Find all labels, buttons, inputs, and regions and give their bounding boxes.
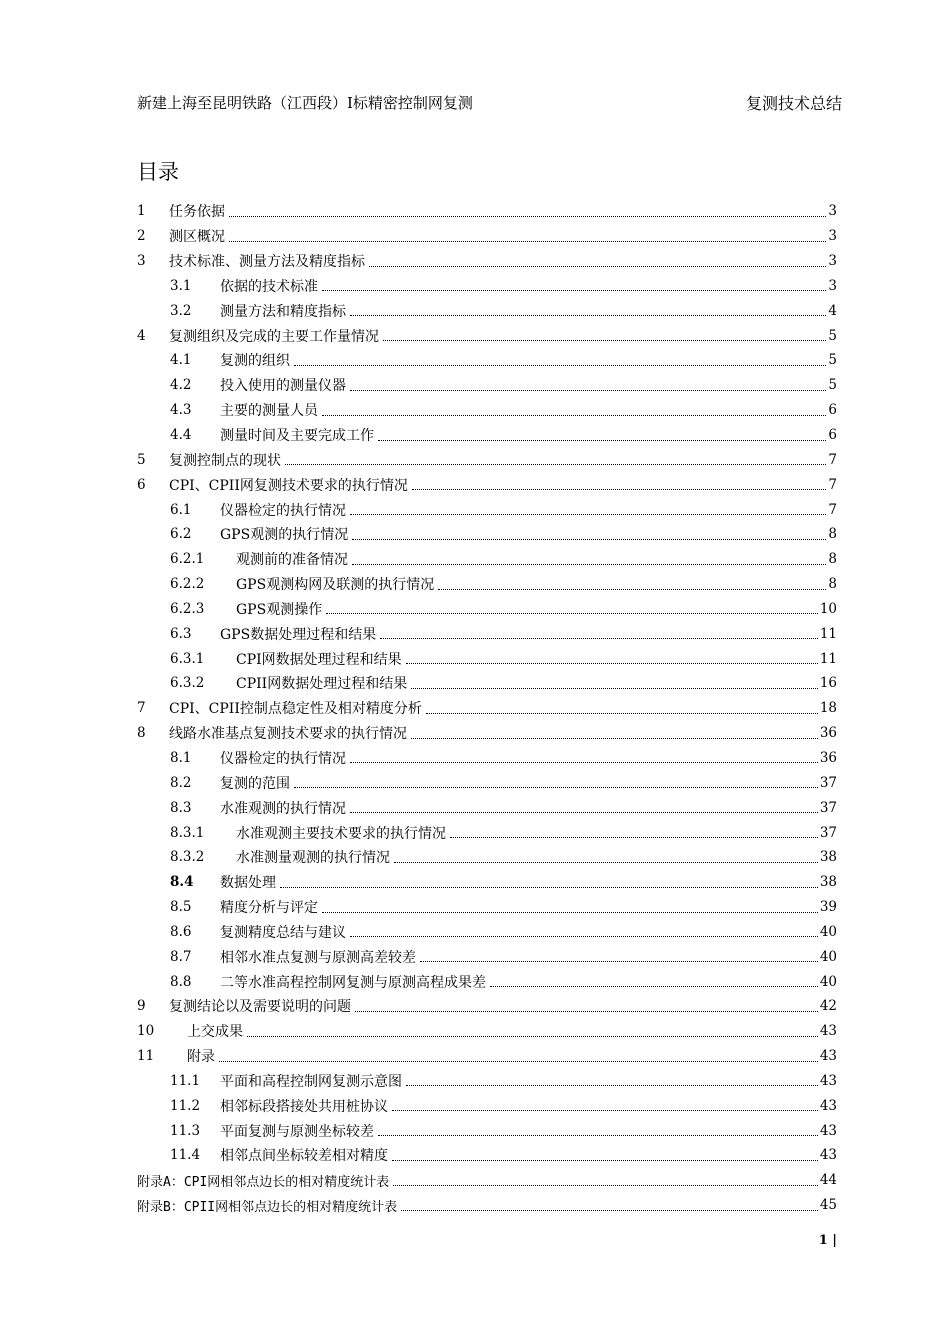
toc-entry-page: 8 bbox=[828, 551, 837, 568]
toc-entry-number: 10 bbox=[137, 1023, 155, 1040]
toc-dot-leader bbox=[350, 811, 818, 813]
toc-entry-page: 7 bbox=[828, 501, 837, 518]
toc-entry-label: 附录B：CPII网相邻点边长的相对精度统计表 bbox=[137, 1199, 398, 1215]
toc-entry-number: 4.3 bbox=[170, 402, 192, 419]
toc-dot-leader bbox=[411, 687, 818, 689]
toc-entry[interactable] bbox=[137, 472, 837, 497]
toc-entry-page: 36 bbox=[819, 749, 837, 766]
toc-entry-number: 6 bbox=[137, 476, 146, 493]
toc-entry-label: 数据处理 bbox=[220, 875, 276, 892]
toc-entry-page: 37 bbox=[819, 824, 837, 841]
toc-entry[interactable] bbox=[137, 199, 837, 224]
toc-dot-leader bbox=[412, 488, 827, 490]
toc-entry-label: 观测前的准备情况 bbox=[236, 552, 348, 569]
toc-entry-page: 7 bbox=[828, 451, 837, 468]
toc-entry[interactable] bbox=[137, 398, 837, 423]
toc-entry[interactable] bbox=[137, 994, 837, 1019]
toc-entry-number: 5 bbox=[137, 451, 146, 468]
toc-entry-label: 水准测量观测的执行情况 bbox=[236, 850, 390, 867]
toc-entry-number: 8.7 bbox=[170, 948, 192, 965]
toc-dot-leader bbox=[350, 314, 826, 316]
toc-entry-number: 4.2 bbox=[170, 377, 192, 394]
toc-dot-leader bbox=[383, 339, 826, 341]
toc-entry-page: 8 bbox=[828, 526, 837, 543]
toc-entry-page: 11 bbox=[819, 625, 837, 642]
toc-dot-leader bbox=[322, 414, 826, 416]
toc-entry-page: 3 bbox=[828, 277, 837, 294]
toc-dot-leader bbox=[352, 538, 826, 540]
page-number: 1 | bbox=[818, 1233, 837, 1248]
toc-entry-label: 附录 bbox=[187, 1049, 215, 1066]
toc-dot-leader bbox=[352, 563, 826, 565]
toc-entry[interactable] bbox=[137, 820, 837, 845]
toc-entry-label: 相邻点间坐标较差相对精度 bbox=[220, 1148, 388, 1165]
toc-entry-number: 6.3 bbox=[170, 625, 192, 642]
toc-entry-number: 6.1 bbox=[170, 501, 192, 518]
toc-entry-number: 8.6 bbox=[170, 923, 192, 940]
toc-dot-leader bbox=[406, 1084, 818, 1086]
toc-entry-number: 8.2 bbox=[170, 774, 192, 791]
toc-entry-page: 6 bbox=[828, 402, 837, 419]
toc-entry[interactable] bbox=[137, 1019, 837, 1044]
toc-entry-number: 6.2.3 bbox=[170, 600, 205, 617]
toc-entry-page: 42 bbox=[819, 998, 837, 1015]
toc-dot-leader bbox=[247, 1035, 818, 1037]
toc-entry[interactable] bbox=[137, 919, 837, 944]
toc-dot-leader bbox=[450, 836, 818, 838]
toc-entry[interactable] bbox=[137, 423, 837, 448]
table-of-contents bbox=[137, 199, 837, 1218]
toc-entry[interactable] bbox=[137, 348, 837, 373]
toc-entry-label: 依据的技术标准 bbox=[220, 278, 318, 295]
toc-entry-page: 40 bbox=[819, 948, 837, 965]
toc-entry-label: 线路水准基点复测技术要求的执行情况 bbox=[169, 726, 407, 743]
toc-entry-number: 1 bbox=[137, 203, 146, 220]
toc-entry-label: 复测的范围 bbox=[220, 775, 290, 792]
toc-entry-page: 5 bbox=[828, 377, 837, 394]
toc-entry[interactable] bbox=[137, 447, 837, 472]
toc-entry-page: 40 bbox=[819, 923, 837, 940]
toc-dot-leader bbox=[294, 786, 818, 788]
toc-entry-number: 3.1 bbox=[170, 277, 192, 294]
toc-entry[interactable] bbox=[137, 1044, 837, 1069]
toc-entry-label: 复测的组织 bbox=[220, 353, 290, 370]
toc-entry-number: 11.4 bbox=[170, 1147, 201, 1164]
toc-entry-label: 主要的测量人员 bbox=[220, 403, 318, 420]
toc-entry[interactable] bbox=[137, 547, 837, 572]
toc-entry-number: 11 bbox=[137, 1048, 155, 1065]
toc-entry[interactable] bbox=[137, 274, 837, 299]
toc-dot-leader bbox=[378, 439, 826, 441]
toc-entry-label: 复测组织及完成的主要工作量情况 bbox=[169, 328, 379, 345]
toc-entry-label: CPI、CPII控制点稳定性及相对精度分析 bbox=[169, 701, 422, 718]
toc-entry-number: 8.5 bbox=[170, 899, 192, 916]
toc-entry-number: 8.3 bbox=[170, 799, 192, 816]
toc-entry-page: 4 bbox=[828, 302, 837, 319]
toc-entry-label: 仪器检定的执行情况 bbox=[220, 502, 346, 519]
toc-entry[interactable] bbox=[137, 1118, 837, 1143]
toc-entry-page: 39 bbox=[819, 899, 837, 916]
toc-entry-number: 8.8 bbox=[170, 973, 192, 990]
toc-entry-page: 18 bbox=[819, 700, 837, 717]
toc-dot-leader bbox=[392, 1159, 818, 1161]
toc-dot-leader bbox=[392, 1109, 818, 1111]
toc-entry[interactable] bbox=[137, 770, 837, 795]
toc-dot-leader bbox=[394, 861, 818, 863]
toc-entry-page: 3 bbox=[828, 203, 837, 220]
toc-entry[interactable] bbox=[137, 621, 837, 646]
toc-entry-number: 6.3.2 bbox=[170, 675, 205, 692]
toc-entry[interactable] bbox=[137, 944, 837, 969]
toc-entry-number: 6.2.2 bbox=[170, 576, 205, 593]
toc-entry-label: CPII网数据处理过程和结果 bbox=[236, 676, 408, 693]
toc-entry-page: 43 bbox=[819, 1122, 837, 1139]
toc-entry-number: 8 bbox=[137, 725, 146, 742]
header-document-title: 复测技术总结 bbox=[745, 94, 842, 113]
toc-entry[interactable] bbox=[137, 870, 837, 895]
toc-entry-number: 2 bbox=[137, 228, 146, 245]
toc-entry[interactable] bbox=[137, 298, 837, 323]
toc-entry-label: 复测控制点的现状 bbox=[169, 452, 281, 469]
toc-entry-page: 37 bbox=[819, 799, 837, 816]
toc-entry[interactable] bbox=[137, 696, 837, 721]
toc-entry-number: 3 bbox=[137, 253, 146, 270]
toc-dot-leader bbox=[393, 1184, 818, 1186]
toc-entry[interactable] bbox=[137, 373, 837, 398]
toc-entry-label: 相邻水准点复测与原测高差较差 bbox=[220, 949, 416, 966]
toc-dot-leader bbox=[380, 637, 818, 639]
toc-entry-page: 11 bbox=[819, 650, 837, 667]
toc-entry-page: 6 bbox=[828, 427, 837, 444]
toc-entry-label: 任务依据 bbox=[169, 204, 225, 221]
toc-entry[interactable] bbox=[137, 845, 837, 870]
toc-entry-number: 4.4 bbox=[170, 427, 192, 444]
toc-dot-leader bbox=[350, 761, 818, 763]
toc-entry-page: 3 bbox=[828, 253, 837, 270]
toc-entry[interactable] bbox=[137, 497, 837, 522]
toc-entry-page: 43 bbox=[819, 1072, 837, 1089]
toc-entry[interactable] bbox=[137, 895, 837, 920]
toc-entry[interactable] bbox=[137, 795, 837, 820]
toc-entry[interactable] bbox=[137, 1069, 837, 1094]
toc-entry-label: 平面复测与原测坐标较差 bbox=[220, 1123, 374, 1140]
toc-entry[interactable] bbox=[137, 522, 837, 547]
toc-dot-leader bbox=[420, 960, 818, 962]
toc-entry[interactable] bbox=[137, 1193, 837, 1218]
toc-dot-leader bbox=[229, 240, 826, 242]
toc-entry[interactable] bbox=[137, 969, 837, 994]
toc-entry-number: 7 bbox=[137, 700, 146, 717]
toc-entry-label: 相邻标段搭接处共用桩协议 bbox=[220, 1098, 388, 1115]
toc-entry-page: 43 bbox=[819, 1147, 837, 1164]
toc-entry-page: 5 bbox=[828, 327, 837, 344]
toc-entry-page: 45 bbox=[819, 1197, 837, 1214]
toc-entry[interactable] bbox=[137, 323, 837, 348]
toc-entry-page: 10 bbox=[819, 600, 837, 617]
toc-entry[interactable] bbox=[137, 1168, 837, 1193]
toc-entry-number: 6.3.1 bbox=[170, 650, 205, 667]
toc-dot-leader bbox=[369, 265, 826, 267]
toc-dot-leader bbox=[378, 1134, 818, 1136]
toc-entry-label: 精度分析与评定 bbox=[220, 900, 318, 917]
toc-entry-label: 投入使用的测量仪器 bbox=[220, 378, 346, 395]
toc-entry-page: 43 bbox=[819, 1023, 837, 1040]
toc-entry-number: 11.2 bbox=[170, 1097, 201, 1114]
toc-entry[interactable] bbox=[137, 1143, 837, 1168]
toc-entry-label: 测量方法和精度指标 bbox=[220, 303, 346, 320]
page-header bbox=[137, 92, 842, 114]
toc-dot-leader bbox=[285, 463, 826, 465]
toc-entry-page: 38 bbox=[819, 874, 837, 891]
toc-dot-leader bbox=[280, 886, 818, 888]
toc-entry[interactable] bbox=[137, 224, 837, 249]
toc-entry-label: 技术标准、测量方法及精度指标 bbox=[169, 254, 365, 271]
toc-entry-number: 9 bbox=[137, 998, 146, 1015]
toc-entry[interactable] bbox=[137, 249, 837, 274]
toc-entry-label: 二等水准高程控制网复测与原测高程成果差 bbox=[220, 974, 486, 991]
toc-dot-leader bbox=[411, 737, 818, 739]
toc-dot-leader bbox=[401, 1209, 818, 1211]
toc-entry[interactable] bbox=[137, 746, 837, 771]
toc-entry-label: 附录A：CPI网相邻点边长的相对精度统计表 bbox=[137, 1174, 390, 1190]
toc-entry[interactable] bbox=[137, 646, 837, 671]
toc-dot-leader bbox=[219, 1060, 818, 1062]
toc-entry-number: 8.4 bbox=[170, 874, 194, 891]
toc-dot-leader bbox=[350, 935, 818, 937]
toc-entry-page: 36 bbox=[819, 725, 837, 742]
toc-entry-label: CPI、CPII网复测技术要求的执行情况 bbox=[169, 477, 408, 494]
toc-heading: 目录 bbox=[137, 160, 179, 184]
toc-entry-label: GPS数据处理过程和结果 bbox=[220, 626, 377, 643]
toc-dot-leader bbox=[438, 588, 826, 590]
toc-dot-leader bbox=[350, 389, 826, 391]
toc-entry-number: 6.2.1 bbox=[170, 551, 205, 568]
toc-entry-page: 16 bbox=[819, 675, 837, 692]
toc-entry-number: 11.3 bbox=[170, 1122, 201, 1139]
toc-dot-leader bbox=[326, 612, 818, 614]
toc-entry-label: GPS观测构网及联测的执行情况 bbox=[236, 577, 435, 594]
toc-entry-number: 3.2 bbox=[170, 302, 192, 319]
toc-entry-page: 3 bbox=[828, 228, 837, 245]
toc-entry-label: CPI网数据处理过程和结果 bbox=[236, 651, 402, 668]
toc-entry-page: 7 bbox=[828, 476, 837, 493]
toc-dot-leader bbox=[322, 911, 818, 913]
toc-entry-page: 40 bbox=[819, 973, 837, 990]
toc-entry-number: 8.1 bbox=[170, 749, 192, 766]
toc-entry-number: 8.3.1 bbox=[170, 824, 205, 841]
toc-dot-leader bbox=[406, 662, 818, 664]
toc-entry-page: 43 bbox=[819, 1048, 837, 1065]
toc-entry-label: GPS观测的执行情况 bbox=[220, 527, 349, 544]
toc-entry-label: 测区概况 bbox=[169, 229, 225, 246]
toc-dot-leader bbox=[350, 513, 826, 515]
toc-entry-number: 6.2 bbox=[170, 526, 192, 543]
toc-entry-number: 11.1 bbox=[170, 1072, 201, 1089]
toc-entry-label: 仪器检定的执行情况 bbox=[220, 750, 346, 767]
toc-entry-label: 上交成果 bbox=[187, 1024, 243, 1041]
toc-entry-page: 43 bbox=[819, 1097, 837, 1114]
toc-dot-leader bbox=[294, 364, 826, 366]
toc-entry[interactable] bbox=[137, 721, 837, 746]
toc-entry-label: 水准观测的执行情况 bbox=[220, 800, 346, 817]
toc-entry-page: 37 bbox=[819, 774, 837, 791]
toc-entry-page: 44 bbox=[819, 1172, 837, 1189]
toc-dot-leader bbox=[490, 985, 818, 987]
toc-entry-label: 平面和高程控制网复测示意图 bbox=[220, 1073, 402, 1090]
toc-entry[interactable] bbox=[137, 1093, 837, 1118]
toc-dot-leader bbox=[229, 215, 826, 217]
toc-entry-label: 复测结论以及需要说明的问题 bbox=[169, 999, 351, 1016]
toc-entry-page: 8 bbox=[828, 576, 837, 593]
toc-entry-label: 测量时间及主要完成工作 bbox=[220, 428, 374, 445]
toc-entry-label: 水准观测主要技术要求的执行情况 bbox=[236, 825, 446, 842]
toc-entry-page: 5 bbox=[828, 352, 837, 369]
toc-entry-number: 4 bbox=[137, 327, 146, 344]
toc-entry-number: 8.3.2 bbox=[170, 849, 205, 866]
toc-entry-label: GPS观测操作 bbox=[236, 601, 323, 618]
toc-entry[interactable] bbox=[137, 671, 837, 696]
toc-entry-page: 38 bbox=[819, 849, 837, 866]
toc-dot-leader bbox=[355, 1010, 818, 1012]
header-project-title: 新建上海至昆明铁路（江西段）Ⅰ标精密控制网复测 bbox=[137, 94, 473, 112]
toc-entry-number: 4.1 bbox=[170, 352, 192, 369]
toc-entry[interactable] bbox=[137, 572, 837, 597]
toc-dot-leader bbox=[426, 712, 818, 714]
toc-entry-label: 复测精度总结与建议 bbox=[220, 924, 346, 941]
toc-dot-leader bbox=[322, 289, 826, 291]
toc-entry[interactable] bbox=[137, 597, 837, 622]
